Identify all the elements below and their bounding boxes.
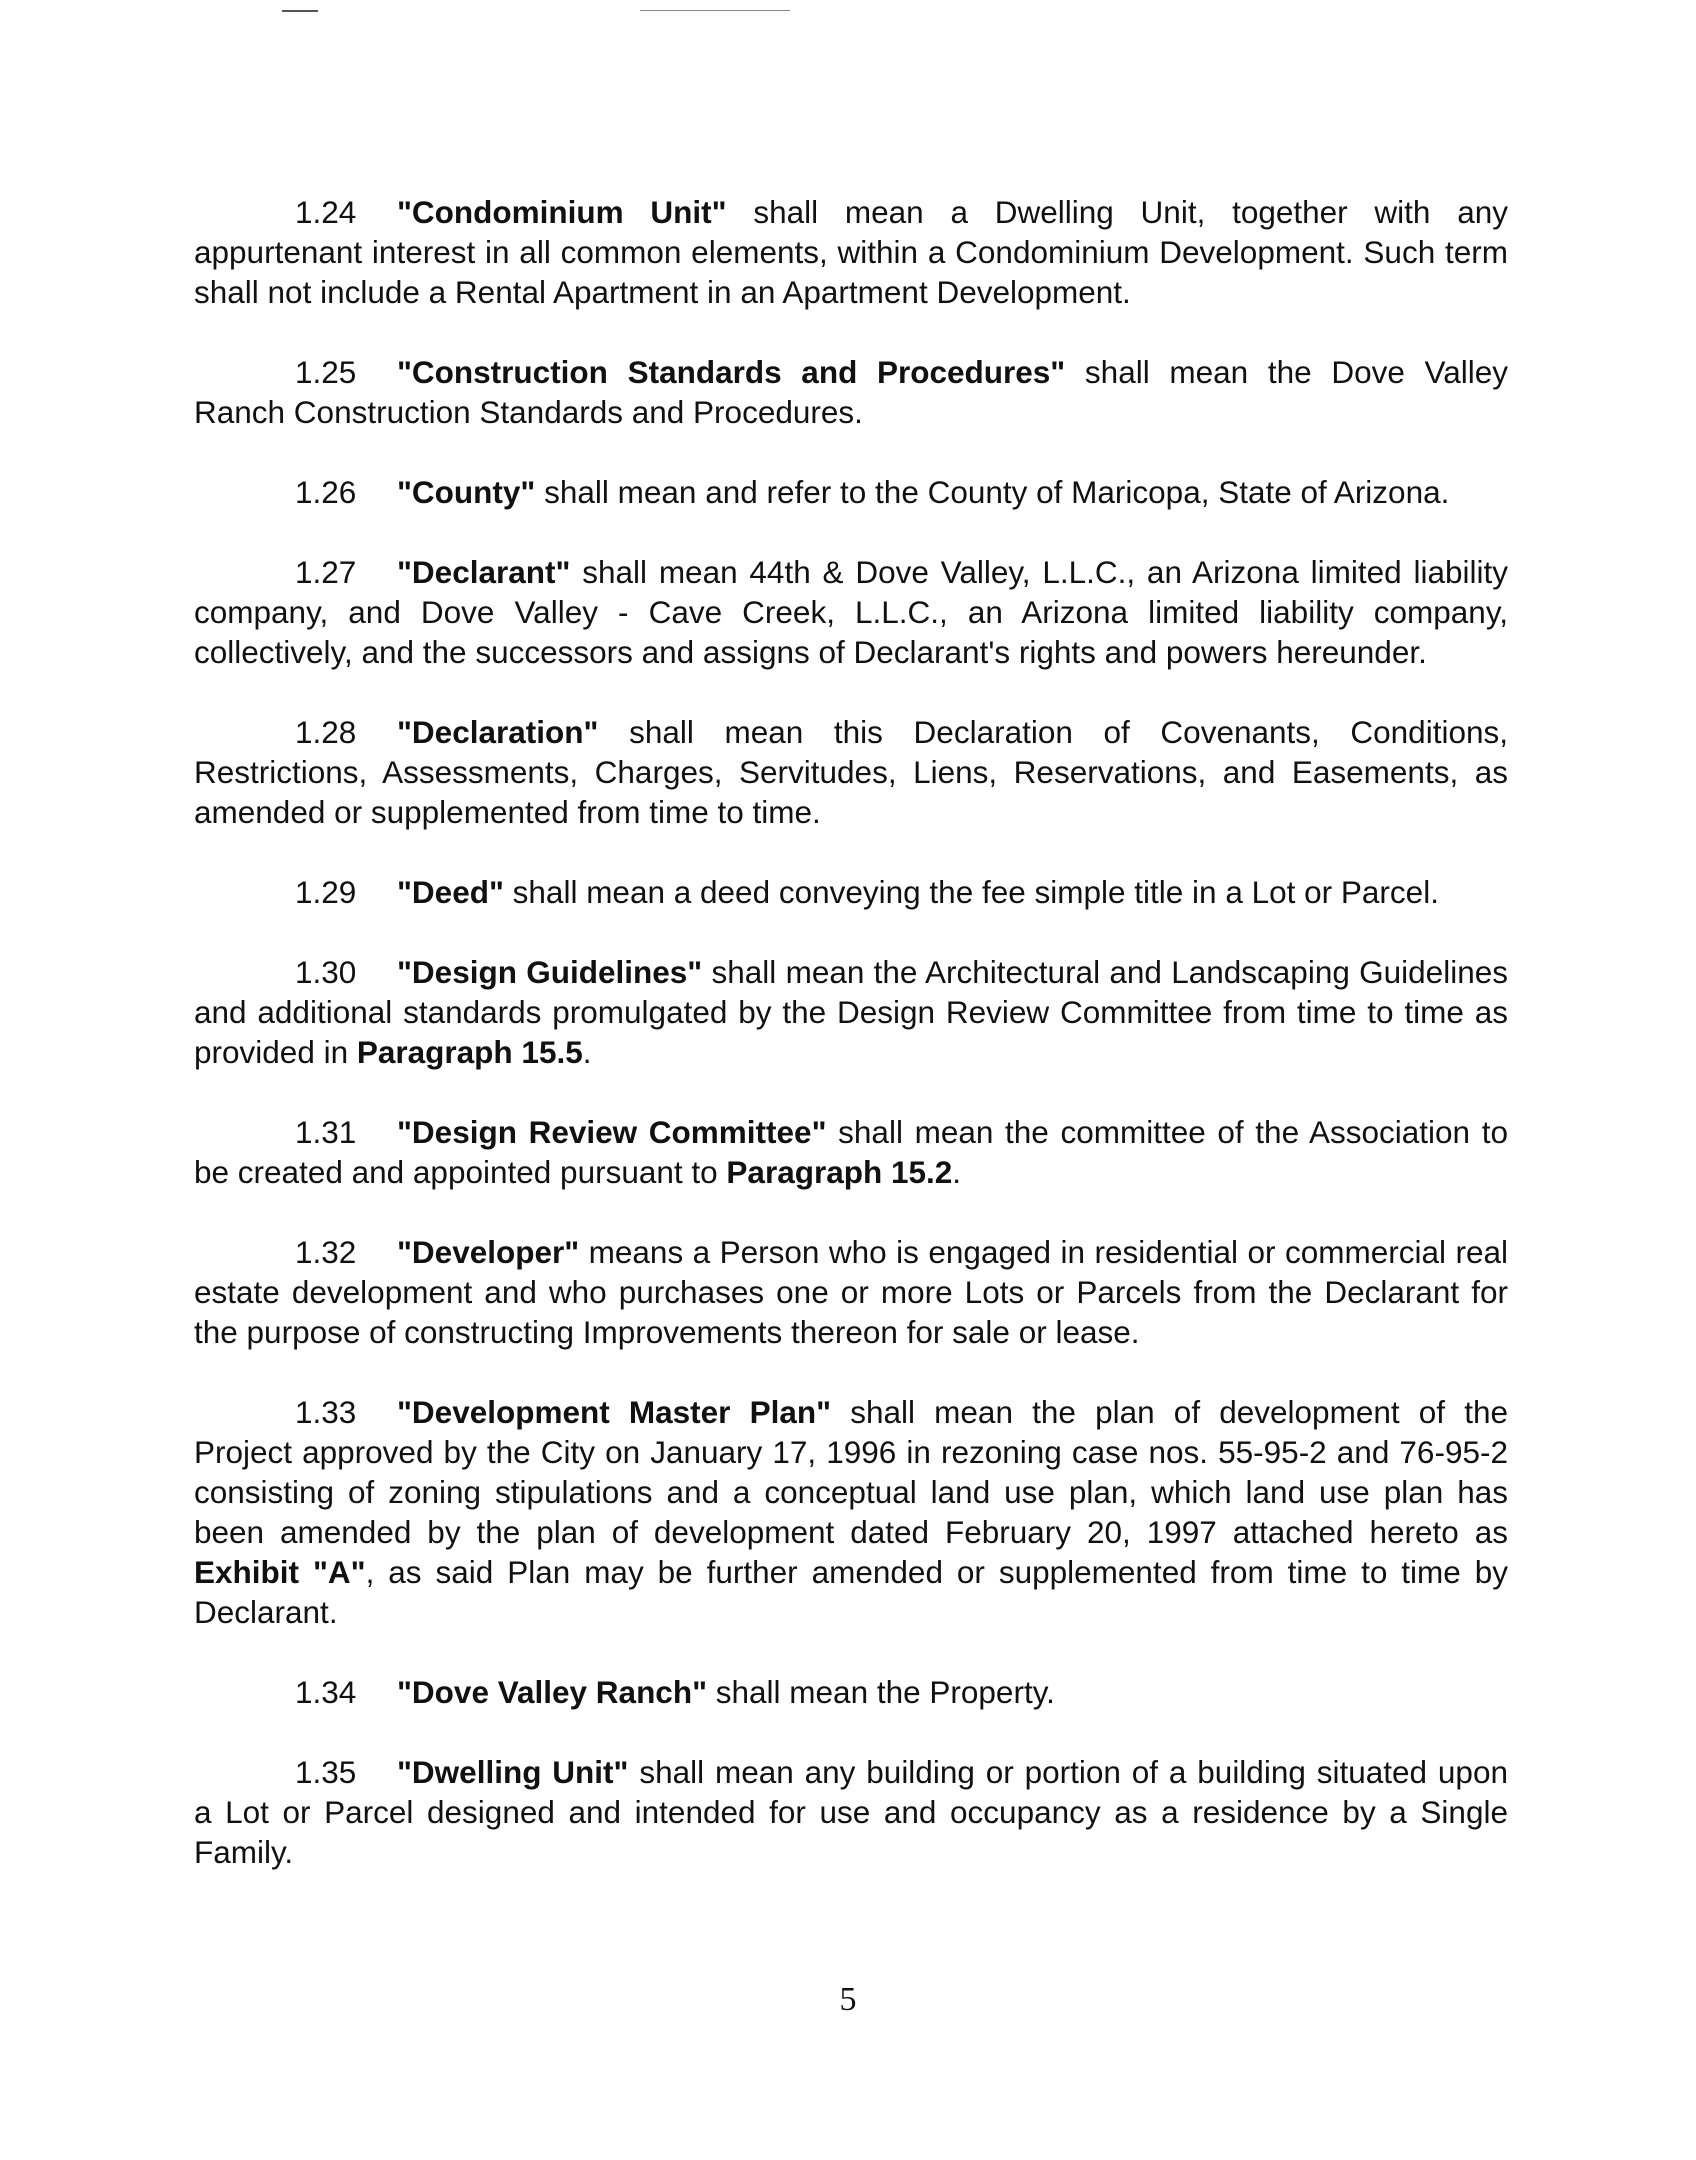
definition-1-28 <box>194 712 1508 832</box>
definition-number: 1.35 <box>295 1754 357 1790</box>
defined-term: Paragraph 15.5 <box>356 1034 583 1070</box>
defined-term: "Development Master Plan" <box>397 1394 832 1430</box>
definition-1-31 <box>194 1112 1508 1192</box>
definition-number: 1.24 <box>295 194 357 230</box>
definition-1-30 <box>194 952 1508 1072</box>
definition-number: 1.31 <box>295 1114 357 1150</box>
definition-text: shall mean the Architectural and Landscaping Guidelines and additional standards promulgated by the Design Review Committee from time to time as provided in <box>194 954 1508 1070</box>
definition-text: . <box>952 1154 962 1190</box>
scan-mark-left <box>282 10 318 12</box>
definition-1-25 <box>194 352 1508 432</box>
defined-term: "Design Review Committee" <box>397 1114 827 1150</box>
definition-text: shall mean any building or portion of a building situated upon a Lot or Parcel designed and intended for use and occupancy as a residence by a Single Family. <box>194 1754 1508 1870</box>
defined-term: "County" <box>397 474 536 510</box>
definition-text: shall mean the plan of development of the Project approved by the City on January 17, 1996 in rezoning case nos. 55-95-2 and 76-95-2 consisting of zoning stipulations and a conceptual land use plan, which land use plan has been amended by the plan of development dated February 20, 1997 attached hereto as <box>194 1394 1508 1550</box>
definition-text: shall mean the Dove Valley Ranch Construction Standards and Procedures. <box>194 354 1508 430</box>
definition-1-34 <box>194 1672 1508 1712</box>
definition-text: shall mean a Dwelling Unit, together with any appurtenant interest in all common elements, within a Condominium Development. Such term shall not include a Rental Apartment in an Apartment Development. <box>194 194 1508 310</box>
definition-1-35 <box>194 1752 1508 1872</box>
definition-number: 1.30 <box>295 954 357 990</box>
definition-1-29 <box>194 872 1508 912</box>
defined-term: "Dwelling Unit" <box>397 1754 629 1790</box>
definition-number: 1.28 <box>295 714 357 750</box>
defined-term: "Design Guidelines" <box>397 954 703 990</box>
defined-term: "Deed" <box>397 874 504 910</box>
definition-text: shall mean this Declaration of Covenants, Conditions, Restrictions, Assessments, Charges, Servitudes, Liens, Reservations, and Easements, as amended or supplemented from time to time. <box>194 714 1508 830</box>
scan-mark-center <box>640 10 790 11</box>
definition-text: shall mean 44th & Dove Valley, L.L.C., an Arizona limited liability company, and Dove Valley - Cave Creek, L.L.C., an Arizona limited liability company, collectively, and the successors and assigns of Declarant's rights and powers hereunder. <box>194 554 1508 670</box>
definition-1-32 <box>194 1232 1508 1352</box>
definition-1-26 <box>194 472 1508 512</box>
definition-1-24 <box>194 192 1508 312</box>
defined-term: Exhibit "A" <box>194 1554 366 1590</box>
document-body <box>194 192 1508 1872</box>
definition-text: shall mean the Property. <box>707 1674 1055 1710</box>
page-number: 5 <box>839 1981 857 2018</box>
definition-number: 1.34 <box>295 1674 357 1710</box>
definition-text: . <box>582 1034 592 1070</box>
definition-number: 1.29 <box>295 874 357 910</box>
definition-text: means a Person who is engaged in residential or commercial real estate development and who purchases one or more Lots or Parcels from the Declarant for the purpose of constructing Improvements thereon for sale or lease. <box>194 1234 1508 1350</box>
defined-term: "Declarant" <box>397 554 571 590</box>
definition-number: 1.32 <box>295 1234 357 1270</box>
defined-term: "Declaration" <box>397 714 599 750</box>
definition-number: 1.26 <box>295 474 357 510</box>
definition-number: 1.25 <box>295 354 357 390</box>
defined-term: "Dove Valley Ranch" <box>397 1674 708 1710</box>
definition-text: shall mean the committee of the Association to be created and appointed pursuant to <box>194 1114 1508 1190</box>
definition-number: 1.27 <box>295 554 357 590</box>
definition-number: 1.33 <box>295 1394 357 1430</box>
defined-term: Paragraph 15.2 <box>726 1154 953 1190</box>
definition-text: shall mean and refer to the County of Maricopa, State of Arizona. <box>535 474 1450 510</box>
defined-term: "Condominium Unit" <box>397 194 727 230</box>
definition-text: , as said Plan may be further amended or supplemented from time to time by Declarant. <box>194 1554 1509 1630</box>
definition-1-27 <box>194 552 1508 672</box>
defined-term: "Construction Standards and Procedures" <box>397 354 1066 390</box>
defined-term: "Developer" <box>397 1234 580 1270</box>
definition-1-33 <box>194 1392 1508 1632</box>
definition-text: shall mean a deed conveying the fee simple title in a Lot or Parcel. <box>503 874 1439 910</box>
